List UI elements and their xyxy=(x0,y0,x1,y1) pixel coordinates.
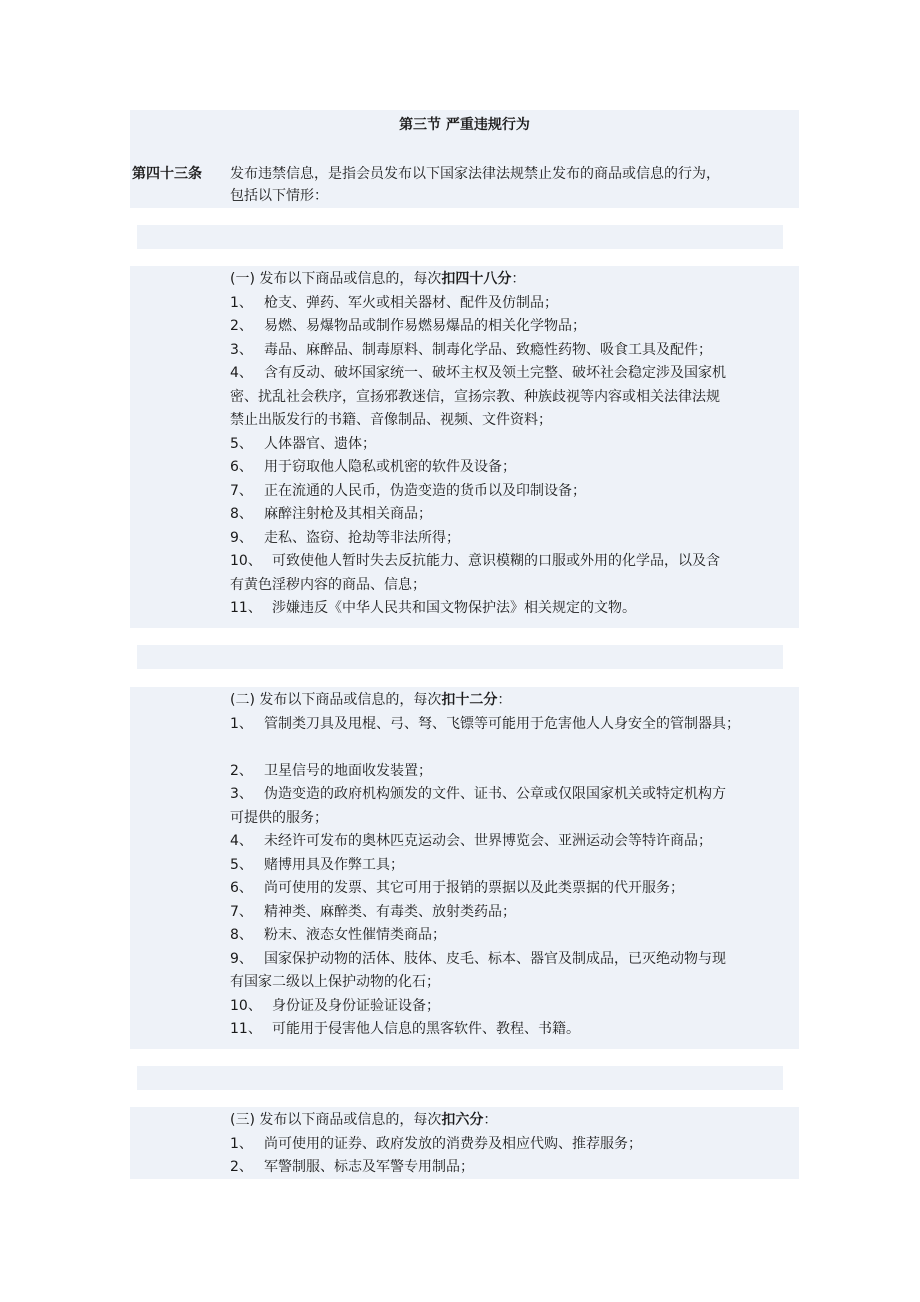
list-item xyxy=(230,830,740,854)
list-item xyxy=(230,386,726,410)
section-heading-line xyxy=(230,1109,642,1133)
list-item xyxy=(230,1156,642,1180)
penalty-colon: ： xyxy=(497,692,512,708)
list-item xyxy=(230,924,740,948)
list-item xyxy=(230,807,740,831)
separator-band xyxy=(137,1066,783,1090)
item-text: 用于窃取他人隐私或机密的软件及设备； xyxy=(264,459,516,475)
list-item xyxy=(230,362,726,386)
item-text: 尚可使用的证券、政府发放的消费券及相应代购、推荐服务； xyxy=(264,1135,642,1152)
item-number: 8、 xyxy=(230,927,253,943)
penalty-intro: (三) 发布以下商品或信息的，每次 xyxy=(230,1112,442,1128)
item-number: 1、 xyxy=(230,294,253,311)
item-text: 含有反动、破坏国家统一、破坏主权及领土完整、破坏社会稳定涉及国家机 xyxy=(264,365,726,381)
separator-band xyxy=(137,225,783,249)
item-text: 易燃、易爆物品或制作易燃易爆品的相关化学物品； xyxy=(264,318,586,334)
list-item xyxy=(230,713,740,737)
list-item xyxy=(230,1133,642,1157)
item-text: 管制类刀具及甩棍、弓、弩、飞镖等可能用于危害他人人身安全的管制器具； xyxy=(264,715,740,732)
list-item xyxy=(230,339,726,363)
item-number: 4、 xyxy=(230,833,253,849)
penalty-section-48 xyxy=(230,268,726,621)
item-number: 7、 xyxy=(230,903,253,920)
item-number: 6、 xyxy=(230,459,253,475)
article-label: 第四十三条 xyxy=(132,166,202,182)
item-text: 国家保护动物的活体、肢体、皮毛、标本、器官及制成品，已灭绝动物与现 xyxy=(264,950,726,967)
item-number: 2、 xyxy=(230,318,253,334)
list-item xyxy=(230,783,740,807)
item-text: 有黄色淫秽内容的商品、信息； xyxy=(230,576,426,593)
section-heading: 第三节 严重违规行为 xyxy=(399,117,530,133)
item-number: 4、 xyxy=(230,365,253,381)
item-text: 走私、盗窃、抢劫等非法所得； xyxy=(264,529,460,546)
list-item xyxy=(230,550,726,574)
list-item xyxy=(230,736,740,760)
item-number: 6、 xyxy=(230,880,253,896)
item-number: 5、 xyxy=(230,856,253,873)
list-item xyxy=(230,597,726,621)
list-item xyxy=(230,409,726,433)
penalty-intro: (一) 发布以下商品或信息的，每次 xyxy=(230,271,442,287)
item-text: 毒品、麻醉品、制毒原料、制毒化学品、致瘾性药物、吸食工具及配件； xyxy=(264,341,712,358)
article-text-line: 包括以下情形： xyxy=(230,188,328,204)
item-text: 密、扰乱社会秩序，宣扬邪教迷信，宣扬宗教、种族歧视等内容或相关法律法规 xyxy=(230,388,720,405)
item-number: 9、 xyxy=(230,529,253,546)
penalty-points: 扣四十八分 xyxy=(441,271,512,287)
item-number: 10、 xyxy=(230,997,262,1014)
item-number: 1、 xyxy=(230,715,253,732)
item-text: 赌博用具及作弊工具； xyxy=(264,856,404,873)
item-text: 禁止出版发行的书籍、音像制品、视频、文件资料； xyxy=(230,412,552,428)
item-text: 军警制服、标志及军警专用制品； xyxy=(264,1159,474,1175)
item-text: 精神类、麻醉类、有毒类、放射类药品； xyxy=(264,903,516,920)
item-number: 7、 xyxy=(230,482,253,499)
item-text: 伪造变造的政府机构颁发的文件、证书、公章或仅限国家机关或特定机构方 xyxy=(264,786,726,802)
item-text: 尚可使用的发票、其它可用于报销的票据以及此类票据的代开服务； xyxy=(264,880,684,896)
item-text: 卫星信号的地面收发装置； xyxy=(264,762,432,779)
list-item xyxy=(230,315,726,339)
item-number: 10、 xyxy=(230,553,262,569)
list-item xyxy=(230,948,740,972)
item-text: 可能用于侵害他人信息的黑客软件、教程、书籍。 xyxy=(272,1021,580,1037)
list-item xyxy=(230,527,726,551)
item-text: 正在流通的人民币，伪造变造的货币以及印制设备； xyxy=(264,482,586,499)
list-item xyxy=(230,854,740,878)
list-item xyxy=(230,760,740,784)
list-item xyxy=(230,901,740,925)
list-item xyxy=(230,433,726,457)
section-heading-line xyxy=(230,268,726,292)
penalty-points: 扣十二分 xyxy=(441,692,498,708)
item-text: 涉嫌违反《中华人民共和国文物保护法》相关规定的文物。 xyxy=(272,600,636,616)
penalty-section-12 xyxy=(230,689,740,1042)
item-number: 11、 xyxy=(230,1021,262,1037)
item-text: 可提供的服务； xyxy=(230,809,328,826)
item-number: 2、 xyxy=(230,1159,253,1175)
list-item xyxy=(230,480,726,504)
list-item xyxy=(230,995,740,1019)
list-item xyxy=(230,1018,740,1042)
item-number: 2、 xyxy=(230,762,253,779)
item-number: 3、 xyxy=(230,341,253,358)
item-text: 麻醉注射枪及其相关商品； xyxy=(264,506,432,522)
item-number: 11、 xyxy=(230,600,262,616)
item-number: 3、 xyxy=(230,786,253,802)
penalty-colon: ： xyxy=(483,1112,498,1128)
item-text: 人体器官、遗体； xyxy=(264,435,376,452)
item-number: 9、 xyxy=(230,950,253,967)
list-item xyxy=(230,971,740,995)
item-text: 枪支、弹药、军火或相关器材、配件及仿制品； xyxy=(264,294,558,311)
item-number: 1、 xyxy=(230,1135,253,1152)
section-heading-line xyxy=(230,689,740,713)
item-text: 有国家二级以上保护动物的化石； xyxy=(230,974,440,990)
list-item xyxy=(230,503,726,527)
article-text xyxy=(230,163,805,207)
penalty-points: 扣六分 xyxy=(441,1112,484,1128)
penalty-colon: ： xyxy=(511,271,526,287)
list-item xyxy=(230,877,740,901)
separator-band xyxy=(137,645,783,669)
penalty-intro: (二) 发布以下商品或信息的，每次 xyxy=(230,692,442,708)
item-text: 粉末、液态女性催情类商品； xyxy=(264,927,446,943)
item-number: 5、 xyxy=(230,435,253,452)
list-item xyxy=(230,574,726,598)
item-text: 未经许可发布的奥林匹克运动会、世界博览会、亚洲运动会等特许商品； xyxy=(264,833,712,849)
item-number: 8、 xyxy=(230,506,253,522)
list-item xyxy=(230,292,726,316)
penalty-section-6 xyxy=(230,1109,642,1180)
item-text: 可致使他人暂时失去反抗能力、意识模糊的口服或外用的化学品，以及含 xyxy=(272,553,720,569)
list-item xyxy=(230,456,726,480)
item-text: 身份证及身份证验证设备； xyxy=(272,997,440,1014)
article-text-line: 发布违禁信息，是指会员发布以下国家法律法规禁止发布的商品或信息的行为， xyxy=(230,166,720,182)
